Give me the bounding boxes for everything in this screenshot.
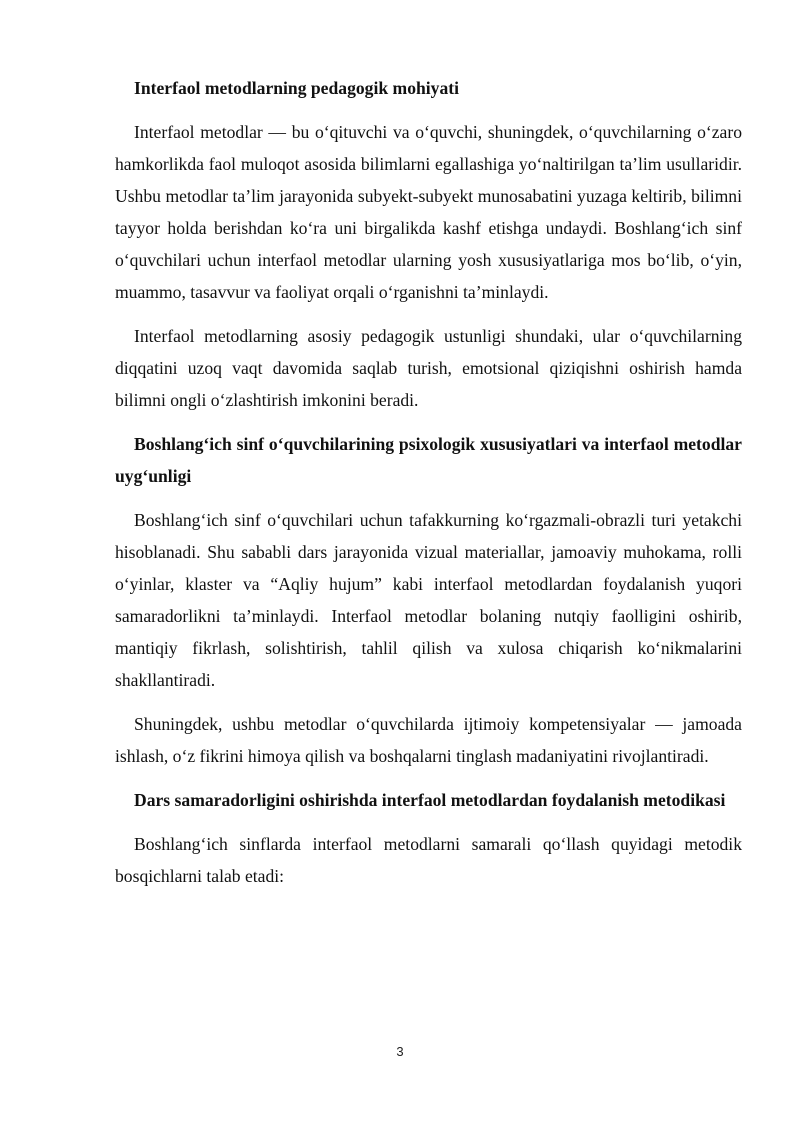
paragraph-advantages: Interfaol metodlarning asosiy pedagogik ustunligi shundaki, ular o‘quvchilarning diqqatini uzoq vaqt davomida saqlab turish, emotsional qiziqishni oshirish hamda bilimni ongli o‘zlashtirish imkonini beradi.	[115, 326, 742, 410]
document-page	[115, 72, 742, 904]
section-heading-methodology: Dars samaradorligini oshirishda interfaol metodlardan foydalanish metodikasi	[134, 790, 726, 810]
paragraph-stages-intro: Boshlang‘ich sinflarda interfaol metodlarni samarali qo‘llash quyidagi metodik bosqichlarni talab etadi:	[115, 834, 742, 886]
page-number: 3	[396, 1044, 404, 1059]
section-heading-pedagogical-essence: Interfaol metodlarning pedagogik mohiyati	[134, 78, 460, 98]
paragraph-definition: Interfaol metodlar — bu o‘qituvchi va o‘quvchi, shuningdek, o‘quvchilarning o‘zaro hamkorlikda faol muloqot asosida bilimlarni egallashiga yo‘naltirilgan ta’lim usullaridir. Ushbu metodlar ta’lim jarayonida subyekt-subyekt munosabatini yuzaga keltirib, bilimni tayyor holda berishdan ko‘ra uni birgalikda kashf etishga undaydi. Boshlang‘ich sinf o‘quvchilari uchun interfaol metodlar ularning yosh xususiyatlariga mos bo‘lib, o‘yin, muammo, tasavvur va faoliyat orqali o‘rganishni ta’minlaydi.	[115, 122, 742, 302]
paragraph-thinking-type: Boshlang‘ich sinf o‘quvchilari uchun tafakkurning ko‘rgazmali-obrazli turi yetakchi hisoblanadi. Shu sababli dars jarayonida vizual materiallar, jamoaviy muhokama, rolli o‘yinlar, klaster va “Aqliy hujum” kabi interfaol metodlardan foydalanish yuqori samaradorlikni ta’minlaydi. Interfaol metodlar bolaning nutqiy faolligini oshirib, mantiqiy fikrlash, solishtirish, tahlil qilish va xulosa chiqarish ko‘nikmalarini shakllantiradi.	[115, 510, 742, 690]
paragraph-social-competence: Shuningdek, ushbu metodlar o‘quvchilarda ijtimoiy kompetensiyalar — jamoada ishlash, o‘z fikrini himoya qilish va boshqalarni tinglash madaniyatini rivojlantiradi.	[115, 714, 742, 766]
section-heading-psychological-features: Boshlang‘ich sinf o‘quvchilarining psixologik xususiyatlari va interfaol metodlar uyg‘unligi	[115, 434, 742, 486]
